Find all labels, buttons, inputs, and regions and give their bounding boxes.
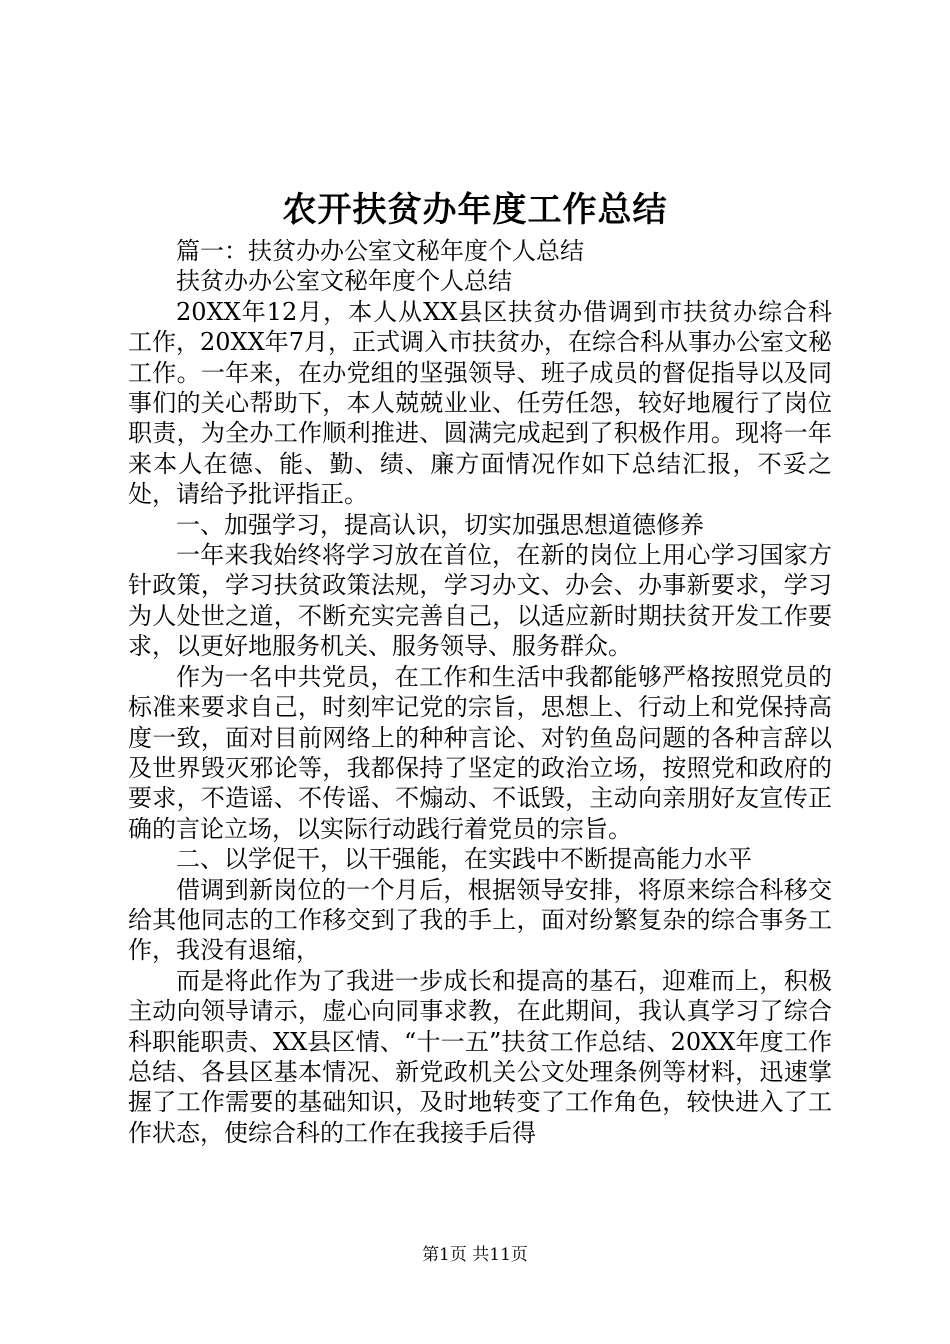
section-heading: 二、以学促干，以干强能，在实践中不断提高能力水平 bbox=[176, 845, 752, 874]
body-paragraph: 一年来我始终将学习放在首位，在新的岗位上用心学习国家方针政策，学习扶贫政策法规，学习办文、办会、办事新要求，学习为人处世之道，不断充实完善自己，以适应新时期扶贫开发工作要求，以更好地服务机关、服务领导、服务群众。 bbox=[128, 541, 832, 661]
body-paragraph: 作为一名中共党员，在工作和生活中我都能够严格按照党员的标准来要求自己，时刻牢记党的宗旨，思想上、行动上和党保持高度一致，面对目前网络上的种种言论、对钓鱼岛问题的各种言辞以及世界毁灭邪论等，我都保持了坚定的政治立场，按照党和政府的要求，不造谣、不传谣、不煽动、不诋毁，主动向亲朋好友宣传正确的言论立场，以实际行动践行着党员的宗旨。 bbox=[128, 662, 832, 843]
body-paragraph: 20XX年12月，本人从XX县区扶贫办借调到市扶贫办综合科工作，20XX年7月，正式调入市扶贫办，在综合科从事办公室文秘工作。一年来，在办党组的坚强领导、班子成员的督促指导以及同事们的关心帮助下，本人兢兢业业、任劳任怨，较好地履行了岗位职责，为全办工作顺利推进、圆满完成起到了积极作用。现将一年来本人在德、能、勤、绩、廉方面情况作如下总结汇报，不妥之处，请给予批评指正。 bbox=[128, 297, 832, 509]
document-title: 农开扶贫办年度工作总结 bbox=[282, 190, 668, 230]
section-heading: 篇一：扶贫办办公室文秘年度个人总结 bbox=[176, 237, 584, 265]
page-footer: 第1页 共11页 bbox=[422, 1245, 528, 1265]
section-heading: 一、加强学习，提高认识，切实加强思想道德修养 bbox=[176, 510, 704, 539]
document-body bbox=[128, 236, 832, 1148]
body-paragraph: 而是将此作为了我进一步成长和提高的基石，迎难而上，积极主动向领导请示，虚心向同事求教，在此期间，我认真学习了综合科职能职责、XX县区情、“十一五”扶贫工作总结、20XX年度工作总结、各县区基本情况、新党政机关公文处理条例等材料，迅速掌握了工作需要的基础知识，及时地转变了工作角色，较快进入了工作状态，使综合科的工作在我接手后得 bbox=[128, 966, 832, 1147]
body-paragraph: 借调到新岗位的一个月后，根据领导安排，将原来综合科移交给其他同志的工作移交到了我的手上，面对纷繁复杂的综合事务工作，我没有退缩， bbox=[128, 875, 832, 965]
subtitle: 扶贫办办公室文秘年度个人总结 bbox=[176, 267, 512, 296]
